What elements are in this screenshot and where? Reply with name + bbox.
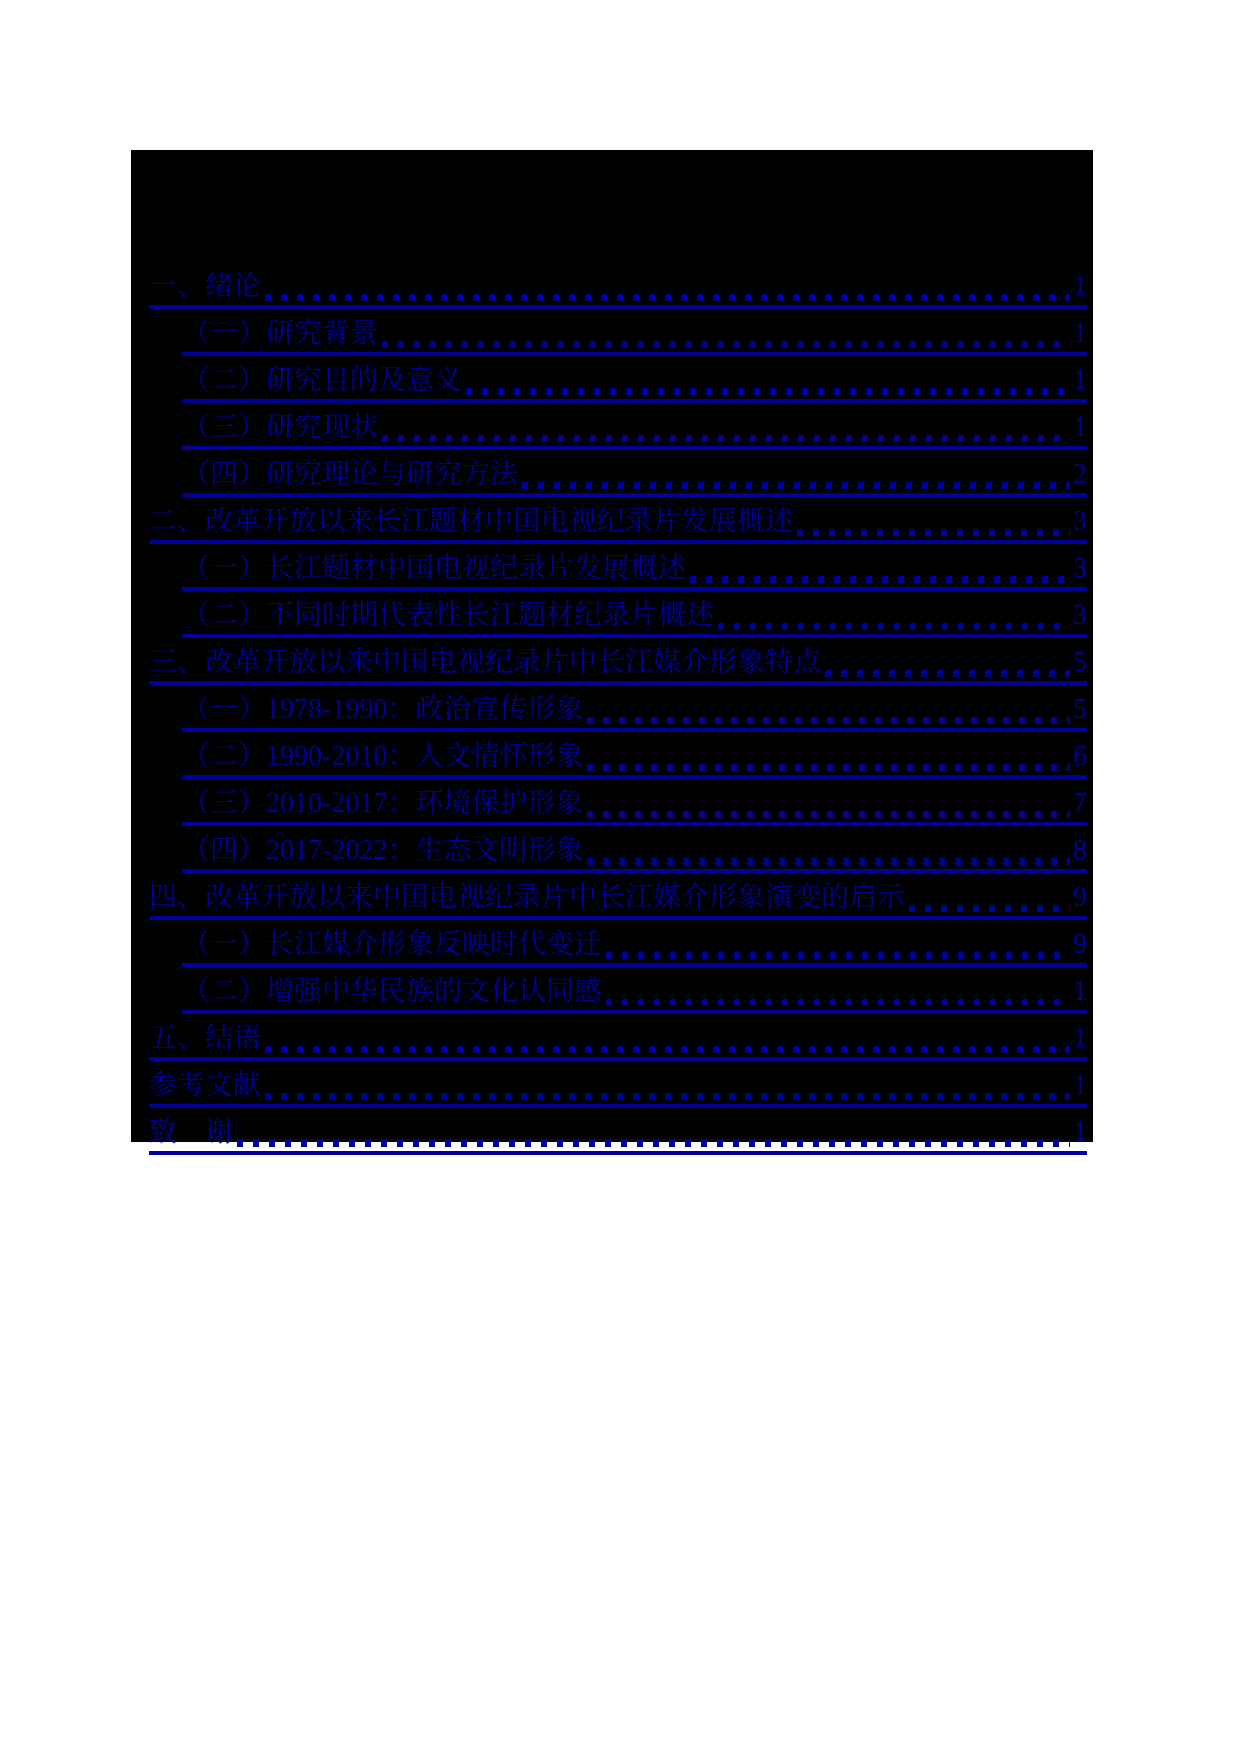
toc-entry[interactable] <box>149 450 1087 497</box>
dotted-leader <box>909 905 1070 912</box>
toc-entry-page-number: 1 <box>1073 1070 1087 1101</box>
toc-entry-title: （二）不同时期代表性长江题材纪录片概述 <box>182 600 715 631</box>
toc-entry-line <box>149 507 1087 544</box>
toc-entry-page-number: 3 <box>1073 506 1087 537</box>
dotted-leader <box>587 811 1070 818</box>
toc-entry-line <box>149 272 1087 309</box>
toc-entry-title: （一）长江题材中国电视纪录片发展概述 <box>182 553 687 584</box>
toc-entry-title: 二、改革开放以来长江题材中国电视纪录片发展概述 <box>149 506 794 537</box>
toc-entry-title: （二）增强中华民族的文化认同感 <box>182 976 603 1007</box>
toc-entry[interactable] <box>149 262 1087 309</box>
toc-entry-title: （三）2010-2017：环境保护形象 <box>182 788 584 819</box>
toc-list <box>149 262 1087 1155</box>
toc-entry-title: （一）长江媒介形象反映时代变迁 <box>182 929 603 960</box>
dotted-leader <box>466 388 1070 395</box>
toc-entry[interactable] <box>149 685 1087 732</box>
toc-entry-title: 一、绪论 <box>149 271 262 302</box>
toc-container <box>131 150 1093 1148</box>
toc-entry-title: 五、结语 <box>149 1023 262 1054</box>
toc-entry-page-number: 1 <box>1073 271 1087 302</box>
toc-entry[interactable] <box>149 873 1087 920</box>
toc-entry-title: （三）研究现状 <box>182 412 379 443</box>
dotted-leader <box>587 717 1070 724</box>
dotted-leader <box>606 999 1070 1006</box>
dotted-leader <box>265 1046 1070 1053</box>
dotted-leader <box>718 623 1070 630</box>
toc-entry[interactable] <box>149 920 1087 967</box>
toc-entry-line <box>182 554 1087 591</box>
dotted-leader <box>606 952 1070 959</box>
toc-entry[interactable] <box>149 638 1087 685</box>
toc-entry-line <box>149 883 1087 920</box>
toc-entry-line <box>182 366 1087 403</box>
toc-entry-page-number: 1 <box>1073 365 1087 396</box>
toc-entry-title: 三、改革开放以来中国电视纪录片中长江媒介形象特点 <box>149 647 822 678</box>
toc-entry-page-number: 7 <box>1073 788 1087 819</box>
dotted-leader <box>587 764 1070 771</box>
toc-entry[interactable] <box>149 356 1087 403</box>
toc-entry-page-number: 9 <box>1073 882 1087 913</box>
toc-entry[interactable] <box>149 591 1087 638</box>
toc-entry-line <box>182 977 1087 1014</box>
toc-entry[interactable] <box>149 779 1087 826</box>
toc-entry-line <box>149 1071 1087 1108</box>
toc-entry-line <box>182 601 1087 638</box>
toc-entry[interactable] <box>149 967 1087 1014</box>
dotted-leader <box>382 435 1070 442</box>
toc-entry[interactable] <box>149 1061 1087 1108</box>
dotted-leader <box>825 670 1070 677</box>
dotted-leader <box>382 341 1070 348</box>
toc-entry[interactable] <box>149 403 1087 450</box>
toc-entry-line <box>182 789 1087 826</box>
toc-entry-line <box>182 836 1087 873</box>
toc-entry-page-number: 5 <box>1073 694 1087 725</box>
toc-entry[interactable] <box>149 1108 1087 1155</box>
toc-entry-page-number: 1 <box>1073 976 1087 1007</box>
toc-title-area <box>149 150 1087 262</box>
toc-entry-line <box>149 648 1087 685</box>
toc-entry-page-number: 1 <box>1073 1117 1087 1148</box>
toc-entry[interactable] <box>149 1014 1087 1061</box>
toc-entry[interactable] <box>149 544 1087 591</box>
toc-entry-line <box>182 742 1087 779</box>
toc-entry-title: （一）1978-1990：政治宣传形象 <box>182 694 584 725</box>
toc-entry-title: （二）1990-2010：人文情怀形象 <box>182 741 584 772</box>
toc-entry-page-number: 1 <box>1073 1023 1087 1054</box>
toc-entry-title: 致 谢 <box>149 1117 234 1148</box>
toc-entry-page-number: 5 <box>1073 647 1087 678</box>
toc-entry-title: （四）2017-2022：生态文明形象 <box>182 835 584 866</box>
toc-entry-title: （四）研究理论与研究方法 <box>182 459 519 490</box>
toc-entry-page-number: 1 <box>1073 412 1087 443</box>
toc-entry-page-number: 2 <box>1073 459 1087 490</box>
dotted-leader <box>265 294 1070 301</box>
dotted-leader <box>797 529 1070 536</box>
toc-entry-line <box>182 695 1087 732</box>
toc-entry-page-number: 1 <box>1073 318 1087 349</box>
toc-entry-page-number: 8 <box>1073 835 1087 866</box>
toc-entry-title: （一）研究背景 <box>182 318 379 349</box>
toc-entry[interactable] <box>149 497 1087 544</box>
toc-entry-page-number: 3 <box>1073 553 1087 584</box>
toc-entry-line <box>182 319 1087 356</box>
toc-entry-line <box>149 1118 1087 1155</box>
toc-entry-page-number: 9 <box>1073 929 1087 960</box>
toc-entry[interactable] <box>149 732 1087 779</box>
toc-entry-title: 四、改革开放以来中国电视纪录片中长江媒介形象演变的启示 <box>149 882 906 913</box>
dotted-leader <box>690 576 1070 583</box>
toc-entry[interactable] <box>149 826 1087 873</box>
toc-entry[interactable] <box>149 309 1087 356</box>
toc-entry-title: （二）研究目的及意义 <box>182 365 463 396</box>
dotted-leader <box>587 858 1070 865</box>
dotted-leader <box>265 1093 1070 1100</box>
toc-entry-page-number: 3 <box>1073 600 1087 631</box>
toc-entry-line <box>182 930 1087 967</box>
dotted-leader <box>522 482 1070 489</box>
toc-entry-line <box>182 413 1087 450</box>
dotted-leader <box>237 1140 1070 1147</box>
toc-entry-line <box>182 460 1087 497</box>
toc-entry-page-number: 6 <box>1073 741 1087 772</box>
toc-entry-line <box>149 1024 1087 1061</box>
toc-entry-title: 参考文献 <box>149 1070 262 1101</box>
